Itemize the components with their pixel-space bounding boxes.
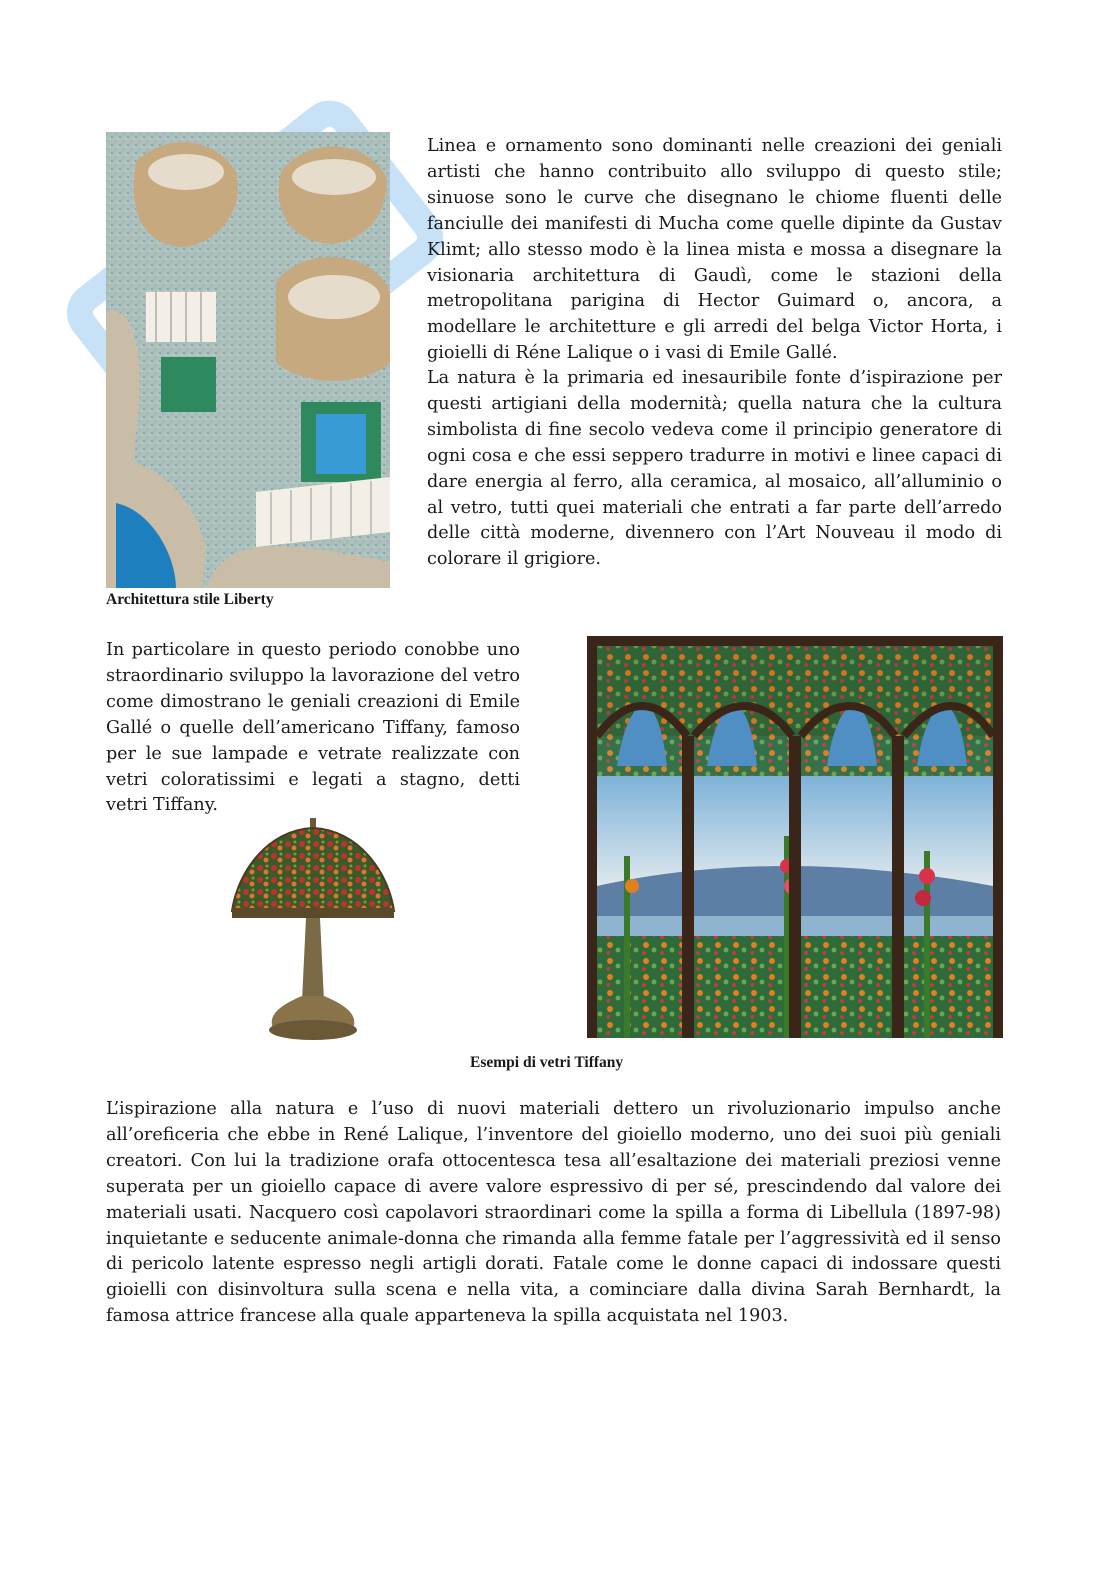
- casa-batllo-image: [106, 132, 390, 588]
- tiffany-caption: Esempi di vetri Tiffany: [470, 1054, 624, 1071]
- tiffany-window-image: [587, 636, 1003, 1038]
- architecture-caption: Architettura stile Liberty: [106, 591, 274, 608]
- lalique-paragraph: L’ispirazione alla natura e l’uso di nuovi materiali dettero un rivoluzionario impulso anche all’oreficeria che ebbe in René Lalique, l’inventore del gioiello moderno, uno dei suoi più geniali creatori. Con lui la tradizione orafa ottocentesca tesa all’esaltazione dei materiali preziosi venne superata per un gioiello capace di avere valore espressivo di per sé, prescindendo dal valore dei materiali usati. Nacquero così capolavori straordinari come la spilla a forma di Libellula (1897-98) inquietante e seducente animale-donna che rimanda alla femme fatale per l’aggressività ed il senso di pericolo latente espresso negli artigli dorati. Fatale come le donne capaci di indossare questi gioielli con disinvoltura sulla scena e nella vita, a cominciare dalla divina Sarah Bernhardt, la famosa attrice francese alla quale apparteneva la spilla acquistata nel 1903.: [106, 1099, 1001, 1327]
- intro-paragraph: Linea e ornamento sono dominanti nelle creazioni dei geniali artisti che hanno contribuito allo sviluppo di questo stile; sinuose sono le curve che disegnano le chiome fluenti delle fanciulle dei manifesti di Mucha come quelle dipinte da Gustav Klimt; allo stesso modo è la linea mista e mossa a disegnare la visionaria architettura di Gaudì, come le stazioni della metropolitana parigina di Hector Guimard o, ancora, a modellare le architetture e gli arredi del belga Victor Horta, i gioielli di Réne Lalique o i vasi di Emile Gallé.: [427, 136, 1002, 364]
- nature-paragraph: La natura è la primaria ed inesauribile fonte d’ispirazione per questi artigiani della modernità; quella natura che la cultura simbolista di fine secolo vedeva come il principio generatore di ogni cosa e che essi seppero tradurre in motivi e linee capaci di dare energia al ferro, alla ceramica, al mosaico, all’alluminio o al vetro, tutti quei materiali che entrati a far parte dell’arredo delle città moderne, divennero con l’Art Nouveau il modo di colorare il grigiore.: [427, 368, 1002, 570]
- glass-paragraph: In particolare in questo periodo conobbe uno straordinario sviluppo la lavorazione del vetro come dimostrano le geniali creazioni di Emile Gallé o quelle dell’americano Tiffany, famoso per le sue lampade e vetrate realizzate con vetri coloratissimi e legati a stagno, detti vetri Tiffany.: [106, 640, 520, 816]
- tiffany-lamp-image: [228, 816, 398, 1046]
